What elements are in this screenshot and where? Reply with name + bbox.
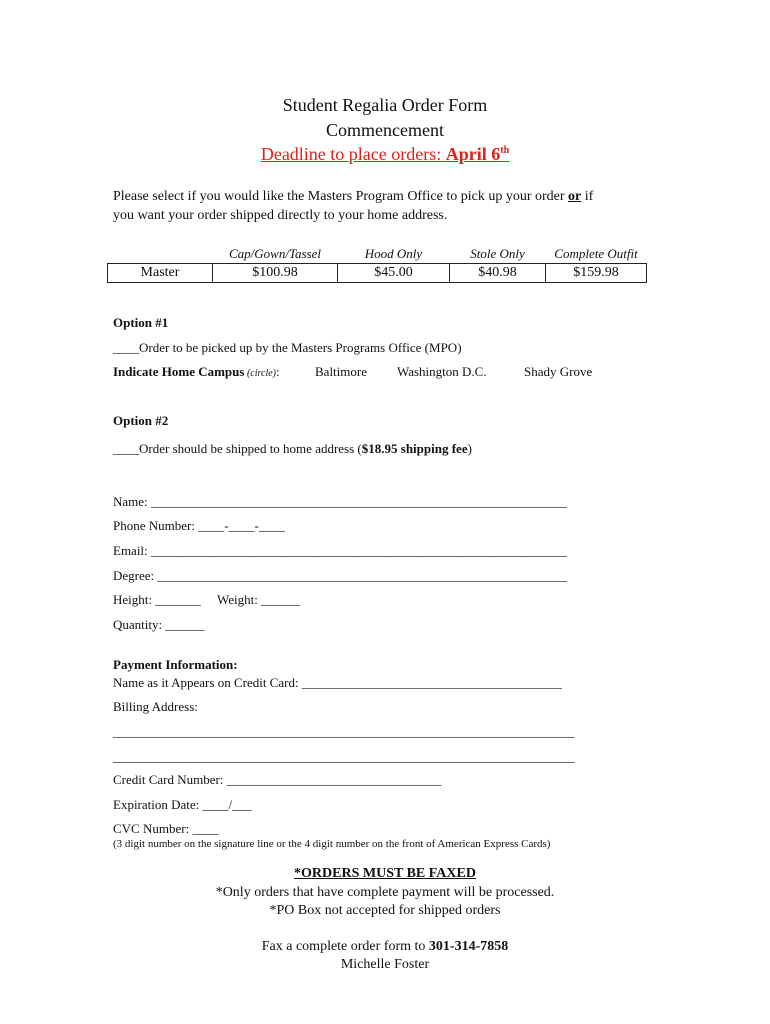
payment-heading: Payment Information: [113,657,238,672]
deadline-date: April 6 [445,144,501,164]
option2-blank[interactable]: ____ [113,441,139,456]
weight-field[interactable]: Weight: ______ [217,592,301,607]
payment-notice: *Only orders that have complete payment will be processed. [215,885,555,900]
price-complete-outfit: $159.98 [546,264,647,283]
table-row [108,264,647,283]
cvc-note: (3 digit number on the signature line or the 4 digit number on the front of American Express Cards) [113,838,551,850]
campus-hint: (circle) [244,368,277,379]
height-field[interactable]: Height: _______ [113,592,201,607]
degree-field[interactable]: Degree: _______________________________________________________________ [113,568,567,583]
deadline-prefix: Deadline to place orders: [260,144,446,164]
campus-label-line [113,364,280,380]
intro-line-1 [113,189,593,205]
email-field[interactable]: Email: ________________________________________________________________ [113,543,567,558]
campus-washington-dc[interactable]: Washington D.C. [397,364,487,379]
option2-text-a: Order should be shipped to home address ( [139,441,362,456]
contact-name: Michelle Foster [340,957,430,972]
billing-address-line-1[interactable]: _______________________________________________________________________ [113,724,575,739]
option2-ship [113,441,472,457]
fax-prefix: Fax a complete order form to [261,939,429,954]
price-hood-only: $45.00 [338,264,450,283]
card-name-field[interactable]: Name as it Appears on Credit Card: ________________________________________ [113,675,562,690]
price-table [107,246,647,283]
deadline-sup: th [500,145,510,156]
shipping-fee: $18.95 shipping fee [361,441,468,456]
form-title: Student Regalia Order Form [282,95,488,115]
option1-pickup [113,340,462,356]
row-label-master: Master [108,264,213,283]
billing-address-line-2[interactable]: _______________________________________________________________________ [113,749,575,764]
intro-text-b: if [581,189,594,204]
po-box-notice: *PO Box not accepted for shipped orders [269,903,501,918]
option2-text-b: ) [467,441,472,456]
intro-text-a: Please select if you would like the Masters Program Office to pick up your order [113,189,569,204]
cvc-field[interactable]: CVC Number: ____ [113,821,219,836]
billing-address-label: Billing Address: [113,699,198,714]
campus-baltimore[interactable]: Baltimore [315,364,367,379]
intro-line-2: you want your order shipped directly to your home address. [113,208,448,223]
header-stole-only: Stole Only [470,246,525,261]
option1-blank[interactable]: ____ [113,340,139,355]
price-stole-only: $40.98 [450,264,546,283]
header-hood-only: Hood Only [364,246,423,261]
fax-line [0,939,770,955]
campus-colon: : [276,364,280,379]
price-cap-gown-tassel: $100.98 [213,264,338,283]
campus-shady-grove[interactable]: Shady Grove [524,364,593,379]
header-complete-outfit: Complete Outfit [554,246,638,261]
card-number-field[interactable]: Credit Card Number: _________________________________ [113,772,442,787]
campus-label: Indicate Home Campus [113,364,245,379]
deadline-line [0,144,770,165]
name-field[interactable]: Name: ________________________________________________________________ [113,494,567,509]
expiration-field[interactable]: Expiration Date: ____/___ [113,797,252,812]
intro-or: or [568,189,582,204]
faxed-notice: *ORDERS MUST BE FAXED [294,866,476,881]
option1-heading: Option #1 [113,315,169,330]
phone-field[interactable]: Phone Number: ____-____-____ [113,518,285,533]
form-subtitle: Commencement [326,120,444,140]
option1-text: Order to be picked up by the Masters Programs Office (MPO) [139,340,462,355]
quantity-field[interactable]: Quantity: ______ [113,617,205,632]
header-cap-gown-tassel: Cap/Gown/Tassel [229,246,321,261]
option2-heading: Option #2 [113,413,169,428]
fax-number: 301-314-7858 [428,939,509,954]
